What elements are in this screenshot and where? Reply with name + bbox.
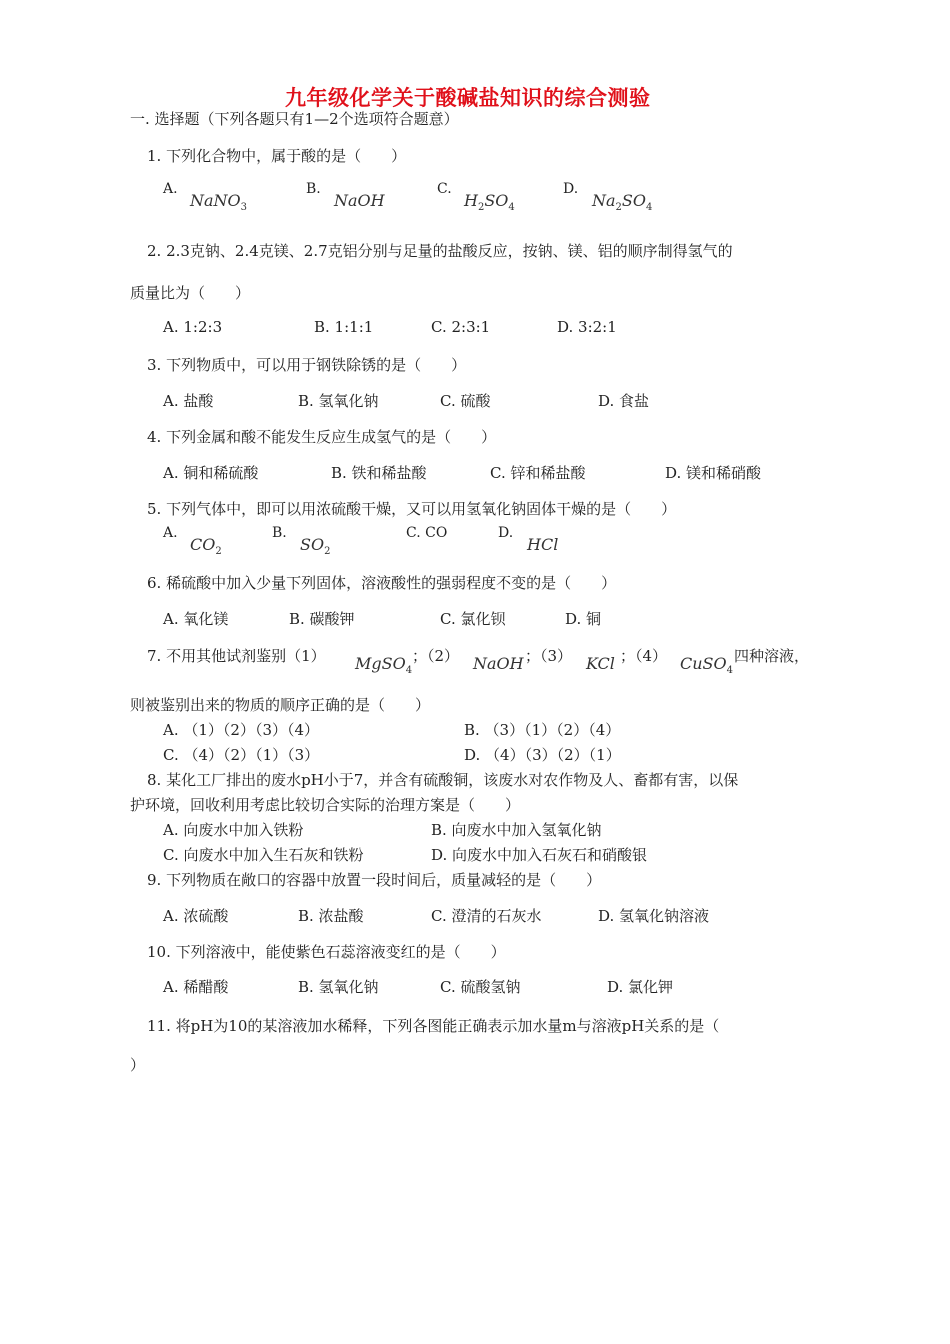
q7-sep-2: ；（2） [412, 647, 460, 665]
q3-option-b: B. 氢氧化钠 [298, 392, 379, 410]
q1-option-c-label: C. [437, 181, 452, 197]
q4-option-c: C. 锌和稀盐酸 [490, 464, 586, 482]
question-7-stem-cont: 则被鉴别出来的物质的顺序正确的是（ ） [130, 696, 431, 714]
q9-option-b: B. 浓盐酸 [298, 907, 364, 925]
question-10-stem: 10. 下列溶液中，能使紫色石蕊溶液变红的是（ ） [147, 943, 506, 961]
q5-option-b-label: B. [272, 525, 287, 541]
q10-option-a: A. 稀醋酸 [163, 978, 229, 996]
q3-option-d: D. 食盐 [598, 392, 650, 410]
q8-option-c: C. 向废水中加入生石灰和铁粉 [163, 846, 364, 864]
q5-option-a-formula: $CO_2$ [190, 535, 222, 558]
q10-option-d: D. 氯化钾 [607, 978, 674, 996]
q4-option-d: D. 镁和稀硝酸 [665, 464, 762, 482]
q4-option-b: B. 铁和稀盐酸 [331, 464, 427, 482]
q1-option-c-formula: $H_2SO_4$ [464, 191, 515, 214]
q7-formula-1: MgSO$_4$ [355, 654, 413, 677]
q7-stem-end: 四种溶液， [734, 647, 810, 665]
q5-option-d-formula: HCl [527, 535, 559, 554]
q2-option-d: D. 3:2:1 [557, 318, 617, 336]
question-3-stem: 3. 下列物质中，可以用于钢铁除锈的是（ ） [147, 356, 467, 374]
question-11-stem-cont: ） [130, 1056, 146, 1074]
q9-option-a: A. 浓硫酸 [163, 907, 229, 925]
question-2-stem: 2. 2.3克钠、2.4克镁、2.7克铝分别与足量的盐酸反应，按钠、镁、铝的顺序制得氢气的 [147, 242, 733, 260]
question-2-stem-cont: 质量比为（ ） [130, 284, 251, 302]
q1-option-b-formula: NaOH [334, 191, 385, 210]
q6-option-c: C. 氯化钡 [440, 610, 506, 628]
question-1-stem: 1. 下列化合物中，属于酸的是（ ） [147, 147, 407, 165]
q1-option-b-label: B. [306, 181, 321, 197]
q5-option-c: C. CO [406, 525, 448, 541]
q6-option-b: B. 碳酸钾 [289, 610, 355, 628]
question-8-stem-cont: 护环境，回收利用考虑比较切合实际的治理方案是（ ） [130, 796, 521, 814]
q1-option-a-formula: NaNO$_3$ [190, 191, 248, 214]
q6-option-a: A. 氧化镁 [163, 610, 229, 628]
q7-formula-2: NaOH [473, 654, 524, 673]
q3-option-a: A. 盐酸 [163, 392, 214, 410]
q5-option-a-label: A. [163, 525, 178, 541]
q1-option-d-formula: $Na_2SO_4$ [592, 191, 653, 214]
q5-option-b-formula: $SO_2$ [300, 535, 331, 558]
section-heading: 一. 选择题（下列各题只有1—2个选项符合题意） [130, 110, 459, 128]
question-8-stem: 8. 某化工厂排出的废水pH小于7，并含有硫酸铜，该废水对农作物及人、畜都有害，以保 [147, 771, 739, 789]
q1-option-d-label: D. [563, 181, 579, 197]
q7-option-b: B. （3）（1）（2）（4） [464, 721, 621, 739]
q9-option-d: D. 氢氧化钠溶液 [598, 907, 710, 925]
q7-sep-4: ；（4） [620, 647, 668, 665]
q7-sep-3: ；（3） [525, 647, 573, 665]
q2-option-c: C. 2:3:1 [431, 318, 491, 336]
question-9-stem: 9. 下列物质在敞口的容器中放置一段时间后，质量减轻的是（ ） [147, 871, 602, 889]
document-title: 九年级化学关于酸碱盐知识的综合测验 [285, 85, 651, 110]
q9-option-c: C. 澄清的石灰水 [431, 907, 542, 925]
q8-option-d: D. 向废水中加入石灰石和硝酸银 [431, 846, 648, 864]
q10-option-b: B. 氢氧化钠 [298, 978, 379, 996]
question-4-stem: 4. 下列金属和酸不能发生反应生成氢气的是（ ） [147, 428, 497, 446]
question-5-stem: 5. 下列气体中，即可以用浓硫酸干燥，又可以用氢氧化钠固体干燥的是（ ） [147, 500, 677, 518]
question-6-stem: 6. 稀硫酸中加入少量下列固体，溶液酸性的强弱程度不变的是（ ） [147, 574, 617, 592]
q4-option-a: A. 铜和稀硫酸 [163, 464, 259, 482]
q8-option-a: A. 向废水中加入铁粉 [163, 821, 304, 839]
q7-formula-3: KCl [586, 654, 615, 673]
q5-option-d-label: D. [498, 525, 514, 541]
q7-formula-4: CuSO$_4$ [680, 654, 733, 677]
q7-option-a: A. （1）（2）（3）（4） [163, 721, 320, 739]
q8-option-b: B. 向废水中加入氢氧化钠 [431, 821, 602, 839]
q1-option-a-label: A. [163, 181, 178, 197]
q2-option-b: B. 1:1:1 [314, 318, 374, 336]
q7-option-c: C. （4）（2）（1）（3） [163, 746, 320, 764]
q10-option-c: C. 硫酸氢钠 [440, 978, 521, 996]
q2-option-a: A. 1:2:3 [163, 318, 223, 336]
q3-option-c: C. 硫酸 [440, 392, 491, 410]
q7-option-d: D. （4）（3）（2）（1） [464, 746, 621, 764]
question-11-stem: 11. 将pH为10的某溶液加水稀释，下列各图能正确表示加水量m与溶液pH关系的是（ [147, 1017, 720, 1035]
q6-option-d: D. 铜 [565, 610, 602, 628]
question-7-stem: 7. 不用其他试剂鉴别（1） [147, 647, 326, 665]
